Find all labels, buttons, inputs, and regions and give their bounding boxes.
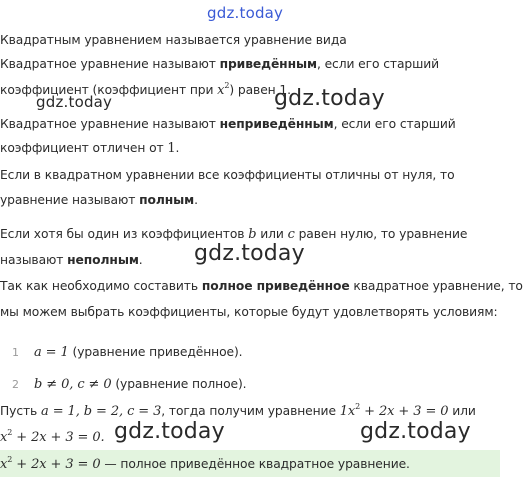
watermark-small: gdz.today	[36, 93, 113, 111]
complete-definition-line: Если в квадратном уравнении все коэффициенты отличны от нуля, то	[0, 168, 455, 182]
watermark-2: gdz.today	[194, 241, 305, 266]
watermark-3: gdz.today	[114, 419, 225, 444]
definition-line: Квадратным уравнением называется уравнение вида	[0, 33, 347, 47]
list-item-1: 1 a = 1 (уравнение приведённое).	[0, 344, 242, 361]
list-number-1: 1	[12, 346, 19, 359]
watermark-top: gdz.today	[207, 4, 284, 22]
reduced-definition-line: Квадратное уравнение называют приведённым, если его старший	[0, 57, 440, 71]
non-reduced-definition-line: Квадратное уравнение называют неприведённым, если его старший	[0, 117, 456, 131]
conclusion-line: $x^2 + 2x + 3 = 0$ — полное приведённое квадратное уравнение.	[0, 455, 410, 472]
list-number-2: 2	[12, 378, 19, 391]
watermark-1: gdz.today	[274, 86, 385, 111]
solution-line: Пусть a = 1, b = 2, c = 3, тогда получим уравнение $1x^2 + 2x + 3 = 0$ или	[0, 402, 476, 419]
non-reduced-definition-line-2: коэффициент отличен от 1.	[0, 141, 180, 156]
incomplete-definition-line: Если хотя бы один из коэффициентов b или c равен нулю, то уравнение	[0, 227, 468, 242]
solution-line-2: $x^2 + 2x + 3 = 0$.	[0, 428, 105, 445]
reduced-definition-line-2: коэффициент (коэффициент при $x^2$) равен 1.	[0, 81, 291, 98]
incomplete-definition-line-2: называют неполным.	[0, 253, 143, 267]
task-line: Так как необходимо составить полное приведённое квадратное уравнение, то	[0, 279, 523, 293]
list-item-2: 2 b ≠ 0, c ≠ 0 (уравнение полное).	[0, 376, 246, 393]
watermark-4: gdz.today	[360, 419, 471, 444]
complete-definition-line-2: уравнение называют полным.	[0, 193, 198, 207]
task-line-2: мы можем выбрать коэффициенты, которые будут удовлетворять условиям:	[0, 305, 498, 319]
